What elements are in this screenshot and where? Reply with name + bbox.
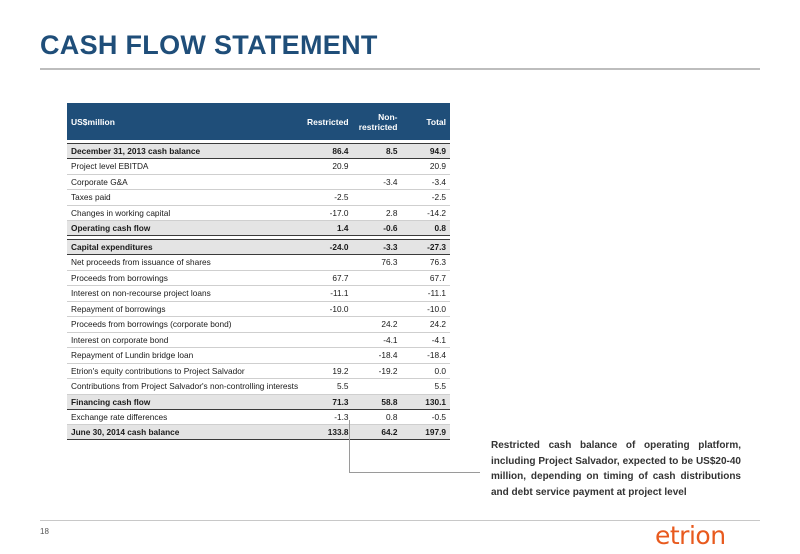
row-total: -27.3 xyxy=(401,240,450,255)
table-row xyxy=(67,301,450,317)
row-restricted xyxy=(303,255,353,271)
row-non-restricted: 76.3 xyxy=(353,255,402,271)
table-row xyxy=(67,409,450,425)
row-label: Financing cash flow xyxy=(67,394,303,409)
row-restricted: 5.5 xyxy=(303,379,353,395)
row-label: Etrion's equity contributions to Project Salvador xyxy=(67,363,303,379)
table-row xyxy=(67,348,450,364)
table-row xyxy=(67,270,450,286)
row-label: Capital expenditures xyxy=(67,240,303,255)
table-row xyxy=(67,221,450,236)
row-non-restricted: -3.3 xyxy=(353,240,402,255)
row-restricted: -1.3 xyxy=(303,409,353,425)
row-restricted: 19.2 xyxy=(303,363,353,379)
row-label: Contributions from Project Salvador's non-controlling interests xyxy=(67,379,303,395)
row-label: Corporate G&A xyxy=(67,174,303,190)
row-label: Repayment of borrowings xyxy=(67,301,303,317)
row-total: 0.8 xyxy=(401,221,450,236)
row-total: -18.4 xyxy=(401,348,450,364)
row-total: -4.1 xyxy=(401,332,450,348)
row-total: 5.5 xyxy=(401,379,450,395)
row-label: Proceeds from borrowings (corporate bond) xyxy=(67,317,303,333)
table-row xyxy=(67,394,450,409)
table-row xyxy=(67,205,450,221)
row-restricted: -2.5 xyxy=(303,190,353,206)
row-non-restricted: 0.8 xyxy=(353,409,402,425)
row-total: 94.9 xyxy=(401,144,450,159)
row-label: Repayment of Lundin bridge loan xyxy=(67,348,303,364)
row-label: Taxes paid xyxy=(67,190,303,206)
row-non-restricted xyxy=(353,159,402,175)
row-label: Interest on non-recourse project loans xyxy=(67,286,303,302)
header-total: Total xyxy=(401,103,450,140)
row-non-restricted xyxy=(353,190,402,206)
row-restricted xyxy=(303,174,353,190)
row-total: -14.2 xyxy=(401,205,450,221)
table-row xyxy=(67,255,450,271)
row-non-restricted: -19.2 xyxy=(353,363,402,379)
cash-flow-table xyxy=(67,103,450,440)
row-total: -10.0 xyxy=(401,301,450,317)
table-row xyxy=(67,286,450,302)
page-number: 18 xyxy=(40,527,49,536)
row-restricted: 71.3 xyxy=(303,394,353,409)
row-restricted xyxy=(303,317,353,333)
table-row xyxy=(67,425,450,440)
row-label: Net proceeds from issuance of shares xyxy=(67,255,303,271)
callout-connector xyxy=(349,420,350,472)
row-label: Project level EBITDA xyxy=(67,159,303,175)
footer-divider xyxy=(40,520,760,521)
row-non-restricted: 64.2 xyxy=(353,425,402,440)
row-total: 76.3 xyxy=(401,255,450,271)
row-non-restricted: 2.8 xyxy=(353,205,402,221)
row-non-restricted: 8.5 xyxy=(353,144,402,159)
row-restricted: -11.1 xyxy=(303,286,353,302)
header-non-restricted: Non-restricted xyxy=(353,103,402,140)
table-row xyxy=(67,332,450,348)
title-divider xyxy=(40,68,760,70)
table-row xyxy=(67,190,450,206)
table-row xyxy=(67,379,450,395)
row-total: 130.1 xyxy=(401,394,450,409)
row-total: 197.9 xyxy=(401,425,450,440)
row-non-restricted xyxy=(353,286,402,302)
row-non-restricted: -4.1 xyxy=(353,332,402,348)
table-header-row xyxy=(67,103,450,140)
row-label: Changes in working capital xyxy=(67,205,303,221)
row-total: -0.5 xyxy=(401,409,450,425)
row-restricted: 1.4 xyxy=(303,221,353,236)
row-label: December 31, 2013 cash balance xyxy=(67,144,303,159)
header-restricted: Restricted xyxy=(303,103,353,140)
row-label: Proceeds from borrowings xyxy=(67,270,303,286)
etrion-logo: etrion xyxy=(655,521,726,550)
row-restricted: 20.9 xyxy=(303,159,353,175)
row-non-restricted: 24.2 xyxy=(353,317,402,333)
row-label: Operating cash flow xyxy=(67,221,303,236)
callout-connector xyxy=(349,472,480,473)
row-total: 0.0 xyxy=(401,363,450,379)
row-total: -11.1 xyxy=(401,286,450,302)
row-restricted: 67.7 xyxy=(303,270,353,286)
row-total: -2.5 xyxy=(401,190,450,206)
row-restricted: -17.0 xyxy=(303,205,353,221)
row-restricted xyxy=(303,348,353,364)
row-label: June 30, 2014 cash balance xyxy=(67,425,303,440)
row-non-restricted: 58.8 xyxy=(353,394,402,409)
row-non-restricted: -0.6 xyxy=(353,221,402,236)
table-row xyxy=(67,240,450,255)
table-row xyxy=(67,174,450,190)
row-label: Interest on corporate bond xyxy=(67,332,303,348)
row-restricted: 86.4 xyxy=(303,144,353,159)
row-restricted: 133.8 xyxy=(303,425,353,440)
row-total: 20.9 xyxy=(401,159,450,175)
table-row xyxy=(67,144,450,159)
page-title: CASH FLOW STATEMENT xyxy=(40,30,378,60)
table-row xyxy=(67,159,450,175)
row-restricted xyxy=(303,332,353,348)
row-label: Exchange rate differences xyxy=(67,409,303,425)
row-total: 24.2 xyxy=(401,317,450,333)
row-total: -3.4 xyxy=(401,174,450,190)
table-row xyxy=(67,363,450,379)
callout-note: Restricted cash balance of operating platform, including Project Salvador, expected to be US$20-40 million, depending on timing of cash distributions and debt service payment at project level xyxy=(491,440,741,498)
row-restricted: -24.0 xyxy=(303,240,353,255)
header-label: US$million xyxy=(67,103,303,140)
row-non-restricted: -3.4 xyxy=(353,174,402,190)
row-non-restricted xyxy=(353,301,402,317)
row-non-restricted xyxy=(353,379,402,395)
row-non-restricted: -18.4 xyxy=(353,348,402,364)
row-restricted: -10.0 xyxy=(303,301,353,317)
table-row xyxy=(67,317,450,333)
row-non-restricted xyxy=(353,270,402,286)
row-total: 67.7 xyxy=(401,270,450,286)
